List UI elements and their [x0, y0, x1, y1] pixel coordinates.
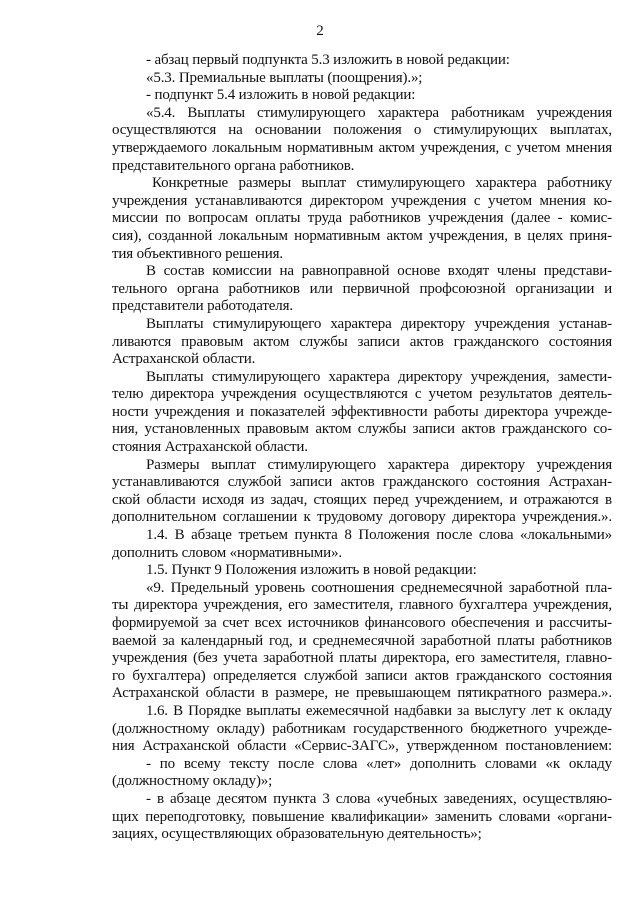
- page-number: 2: [316, 23, 324, 39]
- text-line: формируемой за счет всех источников финансового обеспечения и рассчиты-: [112, 615, 612, 631]
- text-line: осуществляются на основании положения о стимулирующих выплатах,: [112, 122, 612, 139]
- text-line: В состав комиссии на равноправной основе входят члены представи-: [146, 263, 612, 280]
- text-line: миссии по вопросам оплаты труда работников учреждения (далее - комис-: [112, 210, 612, 227]
- text-line: ности учреждения и показателей эффективности работы директора учрежде-: [112, 403, 612, 420]
- text-line: тельного органа работников или первичной профсоюзной организации и: [112, 280, 612, 297]
- text-line: дополнительном соглашении к трудовому договору директора учреждения.».: [112, 509, 612, 526]
- text-line: учреждения (без учета заработной платы директора, его заместителя, главно-: [112, 650, 612, 667]
- text-line: телю директора учреждения осуществляются с учетом результатов деятель-: [112, 386, 612, 403]
- text-line: ния, установленных правовым актом службы записи актов гражданского со-: [112, 421, 612, 438]
- text-line: ния Астраханской области «Сервис-ЗАГС», утвержденном постановлением:: [112, 738, 612, 755]
- text-line: устанавливаются службой записи актов гражданского состояния Астрахан-: [112, 474, 612, 491]
- text-line: сия), созданной локальным нормативным актом учреждения, в целях приня-: [112, 227, 612, 244]
- text-line: ты директора учреждения, его заместителя, главного бухгалтера учреждения,: [112, 597, 612, 614]
- text-line: Конкретные размеры выплат стимулирующего характера работнику: [152, 175, 612, 192]
- text-line: го бухгалтера) определяется службой записи актов гражданского состояния: [112, 667, 612, 684]
- text-line: 1.6. В Порядке выплаты ежемесячной надбавки за выслугу лет к окладу: [146, 702, 612, 719]
- text-line: учреждения устанавливаются директором учреждения с учетом мнения ко-: [112, 192, 612, 209]
- text-line: ливаются правовым актом службы записи актов гражданского состояния: [112, 333, 612, 350]
- text-line: - по всему тексту после слова «лет» дополнить словами «к окладу: [146, 755, 612, 772]
- text-line: «5.4. Выплаты стимулирующего характера работникам учреждения: [146, 104, 612, 121]
- text-line: представительного органа работников.: [112, 157, 355, 174]
- text-line: ской области исходя из задач, стоящих перед учреждением, и отражаются в: [112, 491, 612, 508]
- text-line: Выплаты стимулирующего характера директору учреждения, замести-: [146, 368, 612, 385]
- text-line: Выплаты стимулирующего характера директору учреждения устанав-: [146, 315, 612, 332]
- text-line: (должностному окладу) работникам государственного бюджетного учрежде-: [112, 720, 612, 737]
- text-line: (должностному окладу)»;: [112, 773, 273, 790]
- text-line: «5.3. Премиальные выплаты (поощрения).»;: [146, 69, 423, 86]
- text-line: 1.5. Пункт 9 Положения изложить в новой редакции:: [146, 562, 477, 579]
- text-line: стояния Астраханской области.: [112, 439, 308, 456]
- text-line: представители работодателя.: [112, 298, 293, 315]
- text-line: щих переподготовку, повышение квалификации» заменить словами «органи-: [112, 808, 612, 825]
- text-line: - в абзаце десятом пункта 3 слова «учебных заведениях, осуществляю-: [146, 790, 612, 807]
- text-line: Размеры выплат стимулирующего характера директору учреждения: [146, 456, 612, 473]
- text-line: Астраханской области в размере, не превышающем пятикратного размера.».: [112, 685, 612, 702]
- text-line: - абзац первый подпункта 5.3 изложить в новой редакции:: [146, 52, 510, 68]
- text-line: зациях, осуществляющих образовательную деятельность»;: [112, 826, 482, 843]
- text-line: дополнить словом «нормативными».: [112, 544, 342, 561]
- document-body: [112, 52, 612, 844]
- text-line: ваемой за календарный год, и среднемесячной заработной платы работников: [112, 632, 612, 649]
- text-line: «9. Предельный уровень соотношения среднемесячной заработной пла-: [146, 579, 612, 596]
- text-line: Астраханской области.: [112, 351, 256, 368]
- text-line: тия объективного решения.: [112, 245, 284, 262]
- text-line: - подпункт 5.4 изложить в новой редакции:: [146, 87, 416, 104]
- text-line: утверждаемого локальным нормативным актом учреждения, с учетом мнения: [112, 139, 612, 156]
- text-line: 1.4. В абзаце третьем пункта 8 Положения после слова «локальными»: [146, 527, 612, 544]
